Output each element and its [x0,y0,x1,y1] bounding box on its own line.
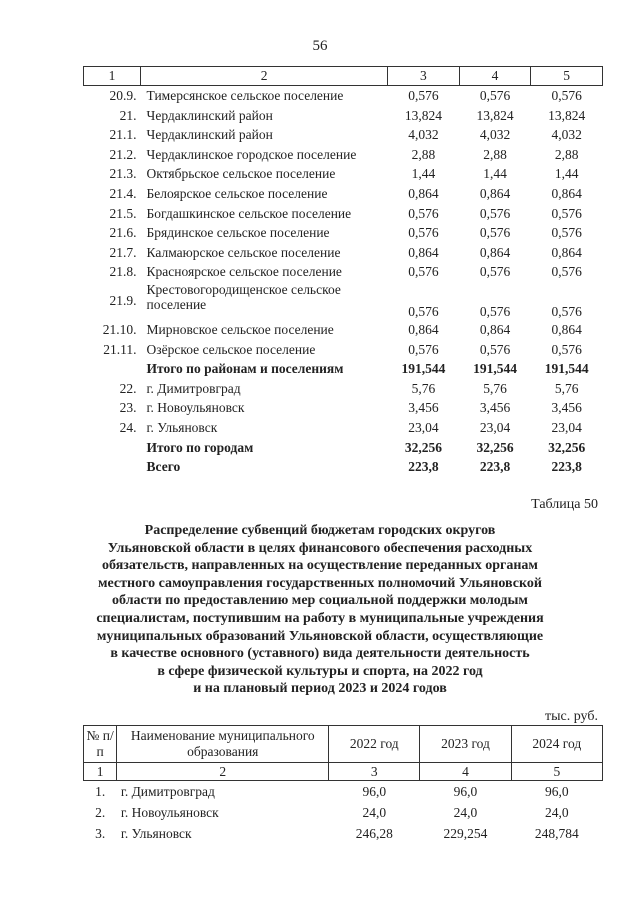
table-row [84,340,603,360]
column-number-cell: 3 [329,763,420,781]
municipality-name: Калмаюрское сельское поселение [146,244,341,260]
header-year-2022: 2022 год [329,726,420,763]
municipality-name: Итого по районам и поселениям [146,361,344,377]
amount-cell: 0,576 [551,304,582,320]
amount-cell: 223,8 [479,459,511,475]
amount-cell: 0,576 [551,341,582,357]
amount-cell: 0,864 [551,321,582,337]
amount-cell: 1,44 [483,166,507,182]
amount-cell: 2,88 [411,146,436,162]
amount-cell: 2,88 [483,146,507,162]
municipality-name: г. Новоульяновск [146,400,245,416]
header-municipality: Наименование муниципального образования [117,726,329,763]
row-number [84,438,141,458]
table-row [84,204,603,224]
amount-cell: 0,576 [479,225,511,241]
municipality-name: Мирновское сельское поселение [146,321,334,337]
title-line: Распределение субвенций бюджетам городских округов [144,523,496,538]
amount-cell: 191,544 [544,361,589,377]
municipality-name: Красноярское сельское поселение [146,264,342,280]
row-number: 20.9. [109,88,137,104]
amount-cell: 0,576 [551,225,582,241]
amount-cell: 0,576 [551,264,582,280]
amount-cell: 0,576 [479,304,511,320]
row-number: 2. [95,804,106,820]
table-row [84,379,603,399]
amount-cell: 32,256 [476,439,514,455]
row-number: 23. [119,400,137,416]
amount-cell: 0,576 [479,341,511,357]
row-number [84,457,141,477]
municipality-name: Всего [146,459,181,475]
amount-cell: 246,28 [355,825,393,841]
municipality-name: г. Димитровград [146,380,241,396]
column-number-cell: 2 [141,67,388,86]
municipality-name: Тимерсянское сельское поселение [146,88,344,104]
column-number-cell: 1 [84,763,117,781]
row-number: 3. [95,825,106,841]
table-row [84,802,603,823]
amount-cell: 0,864 [551,244,582,260]
title-line: муниципальных образований Ульяновской области, осуществляющие [96,628,544,644]
amount-cell: 4,032 [408,127,439,143]
municipality-name: г. Димитровград [120,783,215,799]
table-row [84,398,603,418]
municipality-name: г. Ульяновск [120,825,192,841]
municipality-name: Озёрское сельское поселение [146,341,316,357]
row-number: 21. [119,107,137,123]
table-row [84,282,603,320]
table-header-row [84,726,603,763]
row-number: 21.7. [109,244,137,260]
table-row [84,86,603,106]
amount-cell: 248,784 [534,825,579,841]
row-number: 21.1. [109,127,137,143]
allocation-table-continued [83,66,603,477]
header-number: № п/п [84,726,117,763]
amount-cell: 0,576 [551,88,582,104]
row-number: 21.2. [109,146,137,162]
row-number: 24. [119,419,137,435]
amount-cell: 1,44 [411,166,436,182]
amount-cell: 0,864 [479,321,511,337]
amount-cell: 0,576 [479,88,511,104]
title-line: местного самоуправления государственных полномочий Ульяновской [98,575,542,591]
amount-cell: 0,864 [408,244,439,260]
row-number: 21.5. [109,205,137,221]
municipality-name: Октябрьское сельское поселение [146,166,336,182]
total-row [84,359,603,379]
column-number-cell: 2 [117,763,329,781]
amount-cell: 0,864 [408,186,439,201]
title-line: Ульяновской области в целях финансового обеспечения расходных [107,540,533,556]
municipality-name: Крестовогородищенское сельское поселение [146,281,341,313]
municipality-name: Чердаклинский район [146,127,273,143]
total-row [84,438,603,458]
column-number-cell: 1 [84,67,141,86]
page-number: 56 [312,38,328,54]
row-number: 22. [119,380,137,396]
amount-cell: 13,824 [548,107,586,123]
amount-cell: 0,576 [551,205,582,221]
amount-cell: 3,456 [479,400,511,416]
header-year-2023: 2023 год [420,726,511,763]
amount-cell: 96,0 [545,783,569,799]
title-line: в сфере физической культуры и спорта, на 2022 год [157,663,483,679]
title-line: в качестве основного (уставного) вида деятельности деятельность [110,646,530,662]
column-number-row [84,67,603,86]
row-number: 21.9. [109,293,137,309]
column-number-cell: 3 [388,67,460,86]
subvention-table [83,725,603,844]
amount-cell: 4,032 [479,127,511,143]
table-row [84,223,603,243]
municipality-name: Чердаклинский район [146,107,273,123]
row-number: 21.4. [109,186,137,201]
row-number: 21.10. [102,321,137,337]
amount-cell: 23,04 [479,419,511,435]
title-line: специалистам, поступившим на работу в муниципальные учреждения [96,610,544,626]
table-row [84,781,603,803]
table-row [84,145,603,165]
amount-cell: 229,254 [443,825,488,841]
municipality-name: Чердаклинское городское поселение [146,146,357,162]
column-number-cell: 4 [420,763,511,781]
row-number: 21.3. [109,166,137,182]
amount-cell: 13,824 [404,107,442,123]
amount-cell: 0,864 [551,186,582,201]
title-line: обязательств, направленных на осуществление переданных органам [102,558,538,574]
table-row [84,164,603,184]
amount-cell: 13,824 [476,107,514,123]
amount-cell: 96,0 [362,783,387,799]
municipality-name: Итого по городам [146,439,254,455]
amount-cell: 24,0 [362,804,387,820]
amount-cell: 3,456 [551,400,582,416]
column-number-cell: 5 [531,67,603,86]
row-number [84,359,141,379]
table-row [84,106,603,126]
table-title [90,522,550,698]
table-row [84,184,603,204]
municipality-name: Брядинское сельское поселение [146,225,330,241]
amount-cell: 191,544 [473,361,517,377]
amount-cell: 191,544 [401,361,446,377]
column-number-row [84,763,603,781]
title-line: области по предоставлению мер социальной поддержки молодым [112,593,528,609]
amount-cell: 1,44 [554,166,579,182]
amount-cell: 4,032 [551,127,582,143]
amount-cell: 0,864 [479,244,511,260]
municipality-name: г. Новоульяновск [120,804,219,820]
units-label: тыс. руб. [545,709,598,724]
row-number: 21.6. [109,225,137,241]
column-number-cell: 4 [459,67,531,86]
amount-cell: 5,76 [483,380,507,396]
row-number: 1. [95,783,106,799]
amount-cell: 23,04 [408,419,439,435]
row-number: 21.11. [103,341,137,357]
table-row [84,243,603,263]
amount-cell: 0,576 [408,341,439,357]
municipality-name: Белоярское сельское поселение [146,186,328,201]
amount-cell: 24,0 [545,804,569,820]
table-label: Таблица 50 [531,497,598,512]
amount-cell: 0,864 [408,321,439,337]
row-number: 21.8. [109,264,137,280]
amount-cell: 32,256 [548,439,586,455]
amount-cell: 0,576 [408,205,439,221]
amount-cell: 0,576 [479,205,511,221]
amount-cell: 0,576 [408,88,439,104]
amount-cell: 96,0 [453,783,478,799]
amount-cell: 32,256 [404,439,442,455]
table-row [84,823,603,844]
column-number-cell: 5 [511,763,602,781]
amount-cell: 223,8 [551,459,582,475]
amount-cell: 2,88 [554,146,579,162]
amount-cell: 0,576 [408,304,439,320]
table-row [84,125,603,145]
amount-cell: 5,76 [411,380,436,396]
amount-cell: 223,8 [408,459,439,475]
amount-cell: 24,0 [453,804,478,820]
table-row [84,320,603,340]
title-line: и на плановый период 2023 и 2024 годов [193,681,447,697]
table-row [84,418,603,438]
total-row [84,457,603,477]
amount-cell: 0,864 [479,186,511,201]
municipality-name: Богдашкинское сельское поселение [146,205,352,221]
amount-cell: 3,456 [408,400,439,416]
header-year-2024: 2024 год [511,726,602,763]
amount-cell: 5,76 [554,380,579,396]
amount-cell: 0,576 [408,264,439,280]
amount-cell: 23,04 [551,419,582,435]
table-row [84,262,603,282]
municipality-name: г. Ульяновск [146,419,218,435]
amount-cell: 0,576 [479,264,511,280]
amount-cell: 0,576 [408,225,439,241]
